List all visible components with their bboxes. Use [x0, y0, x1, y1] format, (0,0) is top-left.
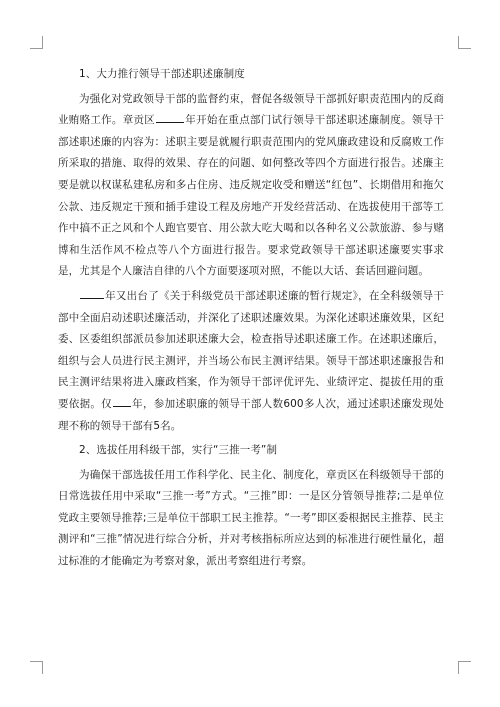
section-1-paragraph-2: [58, 286, 444, 437]
paragraph-text: 年，参加述职廉的领导干部人数600多人次，通过述职述廉发现处理不称的领导干部有5名。: [58, 397, 444, 432]
crop-mark-top-right: [458, 36, 471, 49]
section-2-paragraph-1: 为确保干部选拔任用工作科学化、民主化、制度化，章贡区在科级领导干部的日常选拔任用中采取“三推一考”方式。“三推”即：一是区分管领导推荐;二是单位党政主要领导推荐;三是单位干部职工民主推荐。“一考”即区委根据民主推荐、民主测评和“三推”情况进行综合分析，并对考核指标所应达到的标准进行硬性量化，超过标准的才能确定为考察对象，派出考察组进行考察。: [58, 468, 444, 568]
paragraph-text: 为强化对党政领导干部的监督约束，督促各级领导干部抓好职责范围内的反商业贿赂工作。章贡区: [58, 92, 444, 127]
section-1-heading: 1、大力推行领导干部述职述廉制度: [79, 68, 245, 80]
year-blank: [113, 394, 131, 407]
section-2-heading: 2、选拔任用科级干部，实行“三推一考”制: [79, 444, 278, 457]
paragraph-text: 年开始在重点部门试行领导干部述职述廉制度。领导干部述职述廉的内容为：述职主要是就履行职责范围内的党风廉政建设和反腐败工作所采取的措施、取得的效果、存在的问题、如何整改等四个方面进行报告。述廉主要是就以权谋私建私房和多占住房、违反规定收受和赠送“红包”、长期借用和拖欠公款、违反规定干预和插手建设工程及房地产开发经营活动、在选拔使用干部等工作中搞不正之风和个人跑官要官、用公款大吃大喝和以各种名义公款旅游、参与赌博和生活作风不检点等八个方面进行报告。要求党政领导干部述职述廉要实事求是，尤其是个人廉洁自律的八个方面要逐项对照，不能以大话、套话回避问题。: [58, 114, 444, 278]
section-1-paragraph-1: [58, 89, 444, 283]
document-body: [58, 64, 444, 576]
crop-mark-bottom-left: [30, 661, 43, 674]
paragraph-text: 年又出台了《关于科级党员干部述职述廉的暂行规定》，在全科级领导干部中全面启动述职述廉活动，并深化了述职述廉效果。为深化述职述廉效果，区纪委、区委组织部派员参加述职述廉大会，检查指导述职述廉工作。在述职述廉后，组织与会人员进行民主测评，并当场公布民主测评结果。领导干部述职述廉报告和民主测评结果将进入廉政档案，作为领导干部评优评先、业绩评定、提拔任用的重要依据。仅: [58, 289, 444, 410]
crop-mark-bottom-right: [458, 661, 471, 674]
year-blank: [156, 110, 184, 123]
crop-mark-top-left: [30, 36, 43, 49]
year-blank: [80, 286, 104, 299]
